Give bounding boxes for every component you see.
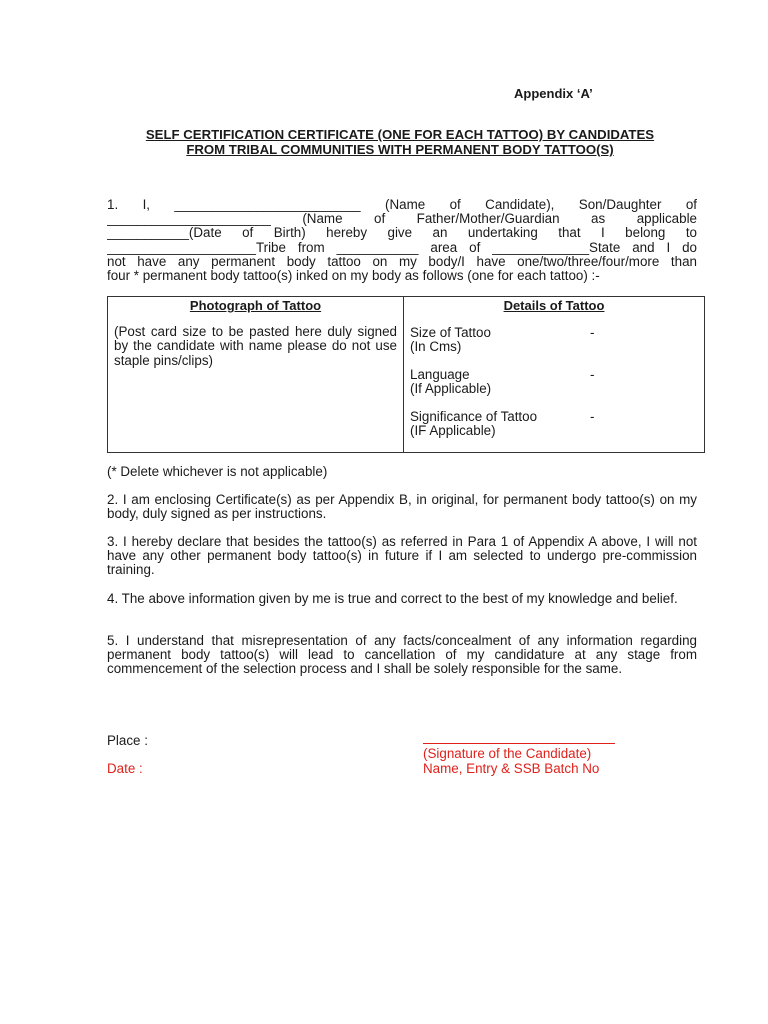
tattoo-table <box>107 296 705 453</box>
paragraph-1 <box>107 198 697 283</box>
paragraph-1-line-1: 1. I, _________________________ (Name of Candidate), Son/Daughter of <box>107 198 697 212</box>
signature-label: (Signature of the Candidate) <box>423 746 592 761</box>
signature-block <box>107 732 707 792</box>
document-title <box>100 127 700 157</box>
photograph-header: Photograph of Tattoo <box>189 298 322 313</box>
detail-significance-label: Significance of Tattoo <box>410 408 538 424</box>
detail-significance <box>410 410 704 439</box>
detail-size <box>410 326 704 355</box>
paragraph-2: 2. I am enclosing Certificate(s) as per Appendix B, in original, for permanent body tattoo(s) on my body, duly signed as per instructions. <box>107 492 697 522</box>
paragraph-1-line-4: ____________________Tribe from ___________ area of _____________State and I do <box>107 240 697 255</box>
title-line-1: SELF CERTIFICATION CERTIFICATE (ONE FOR EACH TATTOO) BY CANDIDATES <box>145 127 655 142</box>
paragraph-1-line-3: ___________(Date of Birth) hereby give an undertaking that I belong to <box>107 226 697 241</box>
photograph-cell <box>108 297 404 453</box>
signature-line <box>423 732 615 744</box>
detail-size-sub: (In Cms) <box>410 339 462 355</box>
details-list <box>404 313 704 438</box>
detail-significance-sub: (IF Applicable) <box>410 423 496 439</box>
paragraph-5: 5. I understand that misrepresentation of any facts/concealment of any information regarding permanent body tattoo(s) will lead to cancellation of my candidature at any stage from commencement of the selection process and I shall be solely responsible for the same. <box>107 633 697 677</box>
title-line-2: FROM TRIBAL COMMUNITIES WITH PERMANENT BODY TATTOO(S) <box>186 142 614 157</box>
detail-size-dash: - <box>590 325 595 340</box>
delete-note: (* Delete whichever is not applicable) <box>107 464 328 479</box>
paragraph-1-line-6: four * permanent body tattoo(s) inked on my body as follows (one for each tattoo) :- <box>107 269 600 284</box>
place-label: Place : <box>107 733 148 748</box>
detail-language-label: Language <box>410 366 470 382</box>
paragraph-1-line-2: ______________________ (Name of Father/Mother/Guardian as applicable <box>107 212 697 227</box>
details-header: Details of Tattoo <box>503 298 605 313</box>
name-entry-label: Name, Entry & SSB Batch No <box>423 761 600 776</box>
detail-size-label: Size of Tattoo <box>410 325 491 340</box>
paragraph-1-line-5: not have any permanent body tattoo on my body/I have one/two/three/four/more than <box>107 254 697 269</box>
date-label: Date : <box>107 761 143 776</box>
paragraph-4: 4. The above information given by me is true and correct to the best of my knowledge and belief. <box>107 591 678 606</box>
detail-language-sub: (If Applicable) <box>410 381 492 397</box>
paragraph-3: 3. I hereby declare that besides the tattoo(s) as referred in Para 1 of Appendix A above, I will not have any other permanent body tattoo(s) in future if I am selected to undergo pre-commission training. <box>107 534 697 578</box>
detail-language-dash: - <box>590 366 595 382</box>
photograph-instructions: (Post card size to be pasted here duly signed by the candidate with name please do not use staple pins/clips) <box>114 324 397 368</box>
appendix-label: Appendix ‘A’ <box>514 86 593 101</box>
details-cell <box>404 297 705 453</box>
detail-significance-dash: - <box>590 408 595 424</box>
detail-language <box>410 368 704 397</box>
